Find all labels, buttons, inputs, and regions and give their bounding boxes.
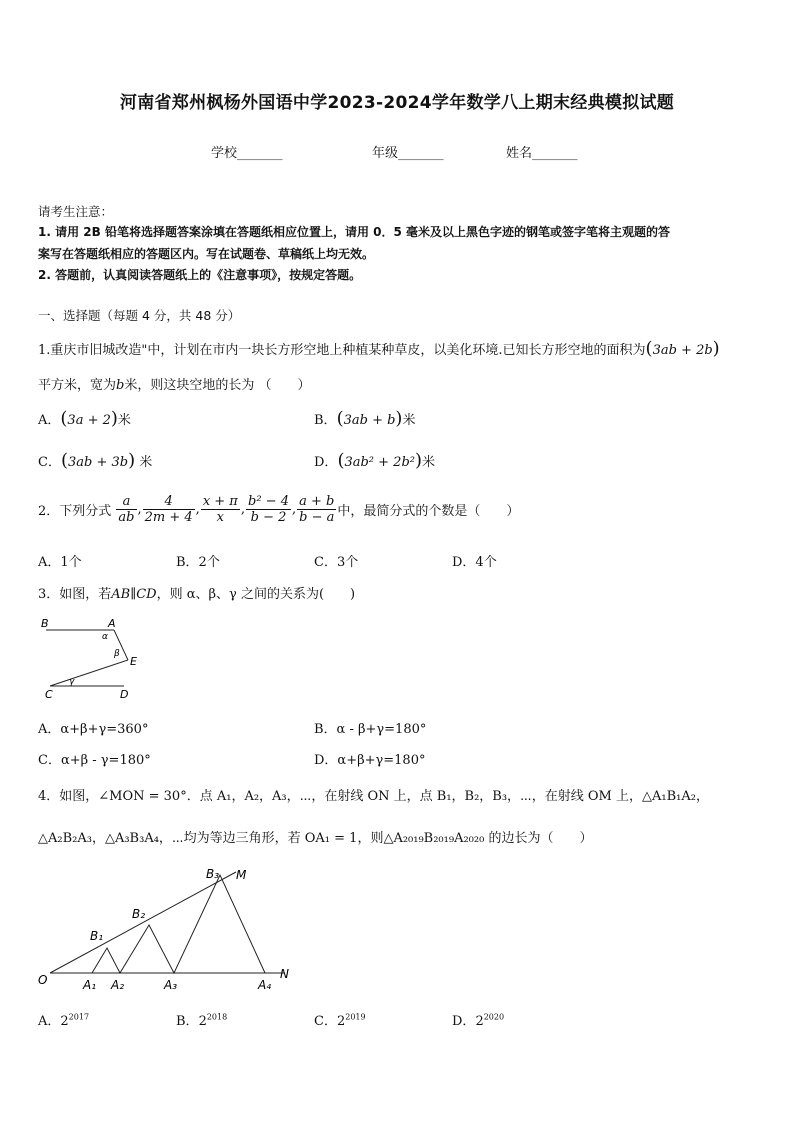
q2-option-d[interactable]: D．4个 [452,555,497,570]
label-d: D [120,688,129,701]
q2-option-a[interactable]: A．1个 [38,555,82,570]
q1-option-a[interactable]: A．(3a + 2)米 [38,408,131,429]
label-alpha: α [102,632,108,642]
notice-item1-line2: 案写在答题纸相应的答题区内。写在试题卷、草稿纸上均无效。 [38,247,375,261]
label-n: N [280,967,289,981]
label-beta: β [114,649,120,659]
label-gamma: γ [69,677,75,687]
grade-field: 年级_______ [372,146,444,161]
label-e: E [130,655,137,668]
label-b3: B₃ [206,867,220,881]
label-a4: A₄ [258,978,272,992]
q4-option-b[interactable]: B．$2^{2018}$ [176,1012,228,1029]
q3-stem: 3．如图，若AB∥CD，则 α、β、γ 之间的关系为( ) [38,587,356,602]
page-title: 河南省郑州枫杨外国语中学2023-2024学年数学八上期末经典模拟试题 [119,93,675,113]
q1-option-b[interactable]: B．(3ab + b)米 [314,408,416,429]
name-field: 姓名_______ [506,146,578,161]
line-ec [50,660,128,686]
q1-option-d[interactable]: D．(3ab² + 2b²)米 [314,450,436,471]
q2-option-b[interactable]: B．2个 [176,555,220,570]
q2-fraction-5: $\frac{a + b}{b - a}$ [299,494,335,525]
notice-item2: 2. 答题前，认真阅读答题纸上的《注意事项》，按规定答题。 [38,268,362,282]
q2-fraction-3: $\frac{x + \pi}{x}$ [202,494,238,525]
q4-option-c[interactable]: C．$2^{2019}$ [314,1012,366,1029]
q3-option-b[interactable]: B．α - β+γ=180° [314,722,427,737]
label-b1: B₁ [90,929,104,943]
q4-option-a[interactable]: A．$2^{2017}$ [38,1012,90,1029]
notice-item1-line1: 1. 请用 2B 铅笔将选择题答案涂填在答题纸相应位置上，请用 0．5 毫米及以上黑色字迹的钢笔或签字笔将主观题的答 [38,225,670,239]
q4-figure [36,862,306,994]
ray-om [50,872,236,973]
label-o: O [38,973,48,987]
q1-area-expr: 3ab + 2b [652,343,713,358]
q3-figure [36,612,146,704]
q2-fraction-2: $\frac{4}{2m + 4}$ [144,494,193,525]
triangle-chain [92,875,265,973]
label-b: B [41,617,49,630]
q3-option-a[interactable]: A．α+β+γ=360° [38,722,149,737]
q1-option-c[interactable]: C．(3ab + 3b) 米 [38,450,153,471]
label-a: A [108,617,116,630]
q4-option-d[interactable]: D．$2^{2020}$ [452,1012,505,1029]
school-field: 学校_______ [211,146,283,161]
q2-stem: 2．下列分式 $\frac{a}{ab}$ , $\frac{4}{2m + 4}$ , $\frac{x + \pi}{x}$ , $\frac{\text{b² − 4}}{b - 2}$ , $\frac{a + b}{b - a}$ 中，最简分式的个数是（ ） [38,494,520,525]
q3-option-c[interactable]: C．α+β - γ=180° [38,753,151,768]
notice-heading: 请考生注意： [38,204,114,219]
q2-fraction-4: $\frac{\text{b² − 4}}{b - 2}$ [248,494,289,525]
label-m: M [236,868,247,882]
q1-stem-line2: 平方米，宽为b米，则这块空地的长为 （ ） [38,378,311,393]
label-b2: B₂ [132,907,146,921]
label-a3: A₃ [164,978,178,992]
label-c: C [45,688,53,701]
section-heading: 一、选择题（每题 4 分，共 48 分） [38,308,241,323]
q3-option-d[interactable]: D．α+β+γ=180° [314,753,426,768]
q2-option-c[interactable]: C．3个 [314,555,359,570]
q4-stem-line1: 4．如图，∠MON = 30°．点 A₁，A₂，A₃，⋯，在射线 ON 上，点 B₁，B₂，B₃，⋯，在射线 OM 上，△A₁B₁A₂， [38,789,709,804]
label-a1: A₁ [83,978,97,992]
q4-stem-line2: △A₂B₂A₃，△A₃B₃A₄，⋯均为等边三角形，若 OA₁ = 1，则△A₂₀₁₉B₂₀₁₉A₂₀₂₀ 的边长为（ ） [38,831,593,846]
q2-fraction-1: $\frac{a}{ab}$ [118,494,135,525]
q1-stem-line1: 1.重庆市旧城改造"中，计划在市内一块长方形空地上种植某种草皮，以美化环境.已知长方形空地的面积为(3ab + 2b) [38,338,720,359]
label-a2: A₂ [111,978,125,992]
